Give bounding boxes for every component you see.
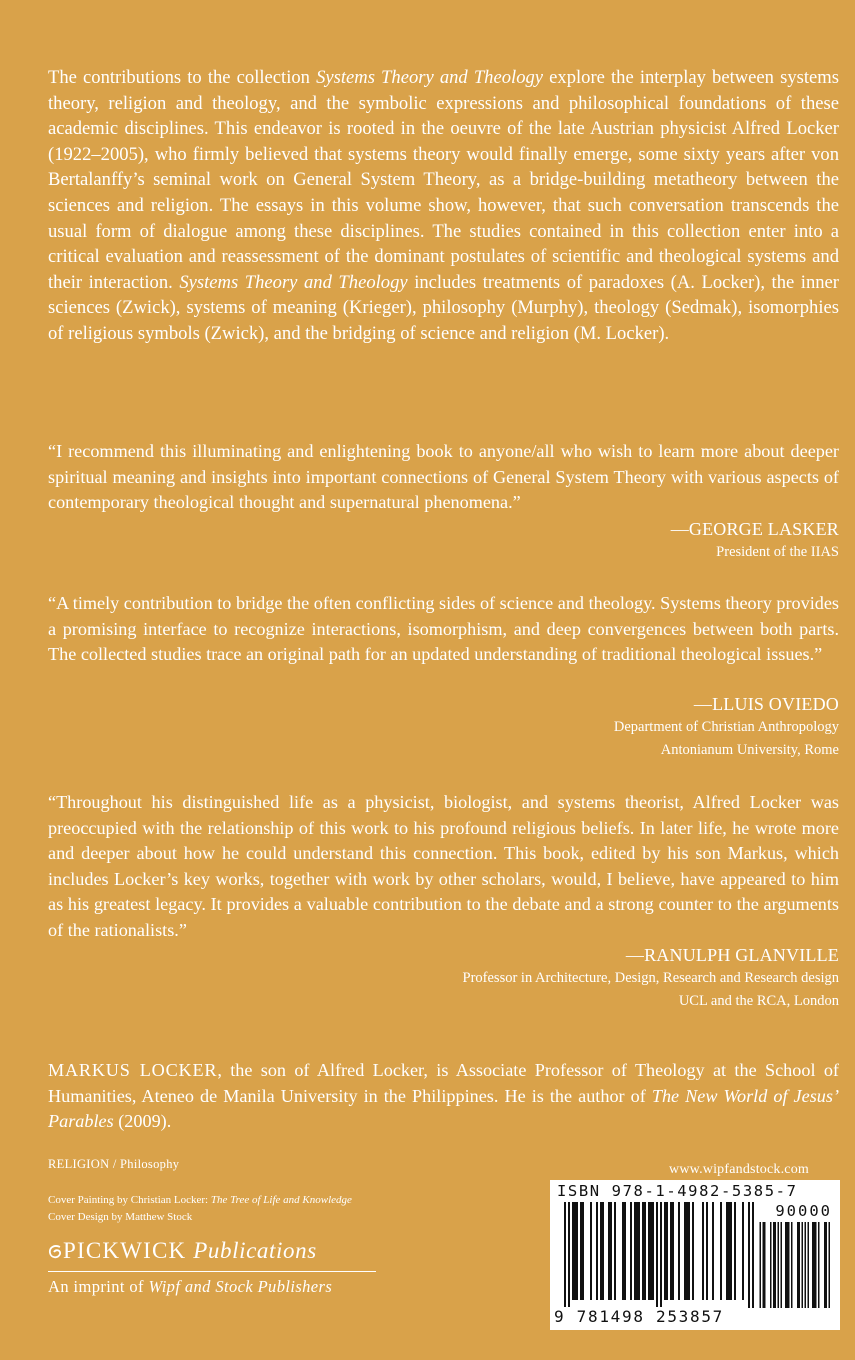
- barcode-bar: [596, 1202, 598, 1300]
- isbn-barcode: [550, 1180, 840, 1330]
- addon-bar: [812, 1222, 814, 1308]
- barcode-bar: [572, 1202, 574, 1300]
- endorser-affiliation: Department of Christian Anthropology: [613, 719, 839, 735]
- barcode-bars: [564, 1202, 754, 1310]
- endorser-name: —LLUIS OVIEDO: [693, 694, 839, 714]
- barcode-bar: [574, 1202, 576, 1300]
- barcode-bar: [564, 1202, 566, 1308]
- barcode-bar: [688, 1202, 690, 1300]
- publisher-name-italic: Publications: [193, 1238, 317, 1263]
- barcode-bar: [650, 1202, 652, 1300]
- barcode-bar: [702, 1202, 704, 1300]
- painting-title: The Tree of Life and Knowledge: [210, 1194, 352, 1206]
- addon-bar: [763, 1222, 765, 1308]
- barcode-bar: [648, 1202, 650, 1300]
- blurb-text-2: explore the interplay between systems theory, religion and theology, and the symbolic expressions and philosophical foundations of these academic disciplines. This endeavor is rooted in the oeuvre of the late Austrian physicist Alfred Locker (1922–2005), who firmly believed that systems theory would finally emerge, some sixty years after von Bertalanffy’s seminal work on General System Theory, as a bridge-building metatheory between the sciences and religion. The essays in this volume show, however, that such conversation transcends the usual form of dialogue among these disciplines. The studies contained in this collection enter into a critical evaluation and reassessment of the dominant postulates of scientific and theological systems and their interaction.: [48, 67, 839, 293]
- barcode-bar: [672, 1202, 674, 1300]
- barcode-bar: [712, 1202, 714, 1300]
- barcode-bar: [644, 1202, 646, 1300]
- blurb-text-3: includes treatments of paradoxes (A. Locker), the inner sciences (Zwick), systems of meaning (Krieger), philosophy (Murphy), theology (Sedmak), isomorphies of religious symbols (Zwick), and the bridging of science and religion (M. Locker).: [48, 271, 839, 344]
- addon-bar: [788, 1222, 790, 1308]
- blurb-book-title-1: Systems Theory and Theology: [316, 67, 544, 88]
- barcode-bar: [608, 1202, 610, 1300]
- barcode-bar: [634, 1202, 636, 1300]
- blurb-text-1: The contributions to the collection: [48, 67, 317, 88]
- barcode-bar: [730, 1202, 732, 1300]
- barcode-bar: [638, 1202, 640, 1300]
- addon-bar: [770, 1222, 772, 1308]
- barcode-bar: [602, 1202, 604, 1300]
- pickwick-swirl-icon: [48, 1238, 62, 1268]
- barcode-digits: 9 781498 253857: [554, 1307, 724, 1326]
- author-bio-text: , the son of Alfred Locker, is Associate Professor of Theology at the School of Humanities, Ateneo de Manila University in the Philippines. He is the author of: [48, 1060, 839, 1106]
- barcode-bar: [610, 1202, 612, 1300]
- barcode-bar: [748, 1202, 750, 1308]
- barcode-bar: [670, 1202, 672, 1300]
- endorser-name: —RANULPH GLANVILLE: [625, 945, 839, 965]
- addon-bar: [814, 1222, 816, 1308]
- addon-bar: [818, 1222, 820, 1308]
- design-credit: Cover Design by Matthew Stock: [48, 1211, 193, 1223]
- publisher-imprint: [48, 1276, 378, 1298]
- endorsement-quote-glanville: “Throughout his distinguished life as a physicist, biologist, and systems theorist, Alfred Locker was preoccupied with the relationship of this work to his profound religious beliefs. In later life, he wrote more and deeper about how he could understand this connection. This book, edited by his son Markus, which includes Locker’s key works, together with work by other scholars, would, I believe, have appeared to him as his greatest legacy. It provides a valuable contribution to the debate and a strong counter to the arguments of the rationalists.”: [48, 792, 839, 940]
- isbn-number: ISBN 978-1-4982-5385-7: [557, 1182, 798, 1200]
- addon-bar: [778, 1222, 780, 1308]
- barcode-bar: [734, 1202, 736, 1300]
- barcode-bar: [656, 1202, 658, 1308]
- barcode-bar: [720, 1202, 722, 1300]
- addon-bar: [805, 1222, 807, 1308]
- publisher-name-caps: PICKWICK: [63, 1238, 187, 1263]
- addon-bar: [791, 1222, 793, 1308]
- price-code: 90000: [775, 1202, 832, 1220]
- barcode-bar: [742, 1202, 744, 1300]
- addon-bar: [815, 1222, 817, 1308]
- book-description: [48, 65, 839, 347]
- endorser-name: —GEORGE LASKER: [670, 519, 839, 539]
- barcode-bar: [666, 1202, 668, 1300]
- publisher-url: www.wipfandstock.com: [669, 1162, 809, 1177]
- barcode-bar: [678, 1202, 680, 1300]
- barcode-bar: [664, 1202, 666, 1300]
- painting-credit: [48, 1192, 352, 1209]
- barcode-bar: [568, 1202, 570, 1308]
- addon-bar: [799, 1222, 801, 1308]
- barcode-bar: [624, 1202, 626, 1300]
- addon-bar: [764, 1222, 766, 1308]
- painting-credit-prefix: Cover Painting by Christian Locker:: [48, 1194, 211, 1206]
- addon-bar: [785, 1222, 787, 1308]
- endorsement-quote-lasker: “I recommend this illuminating and enlightening book to anyone/all who wish to learn more about deeper spiritual meaning and insights into important connections of General System Theory with various aspects of contemporary theological thought and supernatural phenomena.”: [48, 441, 839, 512]
- endorser-institution: UCL and the RCA, London: [678, 993, 839, 1009]
- barcode-bar: [652, 1202, 654, 1300]
- addon-bar: [797, 1222, 799, 1308]
- addon-bar: [773, 1222, 775, 1308]
- barcode-bar: [580, 1202, 582, 1300]
- endorsement-attribution-oviedo: [614, 692, 839, 762]
- endorsement-attribution-glanville: [463, 943, 839, 1013]
- addon-bar: [826, 1222, 828, 1308]
- endorser-affiliation: President of the IIAS: [716, 544, 839, 560]
- endorsement-quote-oviedo: “A timely contribution to bridge the often conflicting sides of science and theology. Systems theory provides a promising interface to recognize interactions, isomorphism, and deep convergences between both parts. The collected studies trace an original path for an updated understanding of traditional theological issues.”: [48, 593, 839, 664]
- addon-bar: [829, 1222, 831, 1308]
- addon-bar: [824, 1222, 826, 1308]
- endorsement-attribution-lasker: [671, 517, 839, 564]
- publisher-logo: [48, 1236, 378, 1298]
- subject-category: RELIGION / Philosophy: [48, 1157, 180, 1171]
- barcode-bar: [630, 1202, 632, 1300]
- barcode-bar: [582, 1202, 584, 1300]
- barcode-bar: [622, 1202, 624, 1300]
- barcode-bar: [590, 1202, 592, 1300]
- barcode-bar: [636, 1202, 638, 1300]
- endorser-institution: Antonianum University, Rome: [660, 742, 839, 758]
- publisher-rule: [48, 1271, 376, 1272]
- cover-credits: [48, 1192, 352, 1226]
- addon-bar: [775, 1222, 777, 1308]
- barcode-bar: [576, 1202, 578, 1300]
- barcode-bar: [726, 1202, 728, 1300]
- barcode-bar: [728, 1202, 730, 1300]
- addon-bar: [760, 1222, 762, 1308]
- addon-bar: [781, 1222, 783, 1308]
- publisher-name: [48, 1236, 378, 1268]
- author-book-title: The New World of Jesus’ Parables: [48, 1085, 839, 1131]
- barcode-bar: [692, 1202, 694, 1300]
- barcode-bar: [600, 1202, 602, 1300]
- author-bio: [48, 1058, 839, 1135]
- author-book-year: (2009).: [113, 1111, 172, 1131]
- barcode-bar: [642, 1202, 644, 1300]
- barcode-bar: [660, 1202, 662, 1308]
- addon-bar: [787, 1222, 789, 1308]
- imprint-name: Wipf and Stock Publishers: [148, 1276, 333, 1296]
- endorser-affiliation: Professor in Architecture, Design, Research and Research design: [462, 970, 839, 986]
- blurb-book-title-2: Systems Theory and Theology: [179, 271, 408, 293]
- barcode-bar: [614, 1202, 616, 1300]
- price-barcode-bars: [758, 1222, 830, 1310]
- imprint-prefix: An imprint of: [48, 1276, 149, 1296]
- author-name: MARKUS LOCKER: [48, 1060, 218, 1080]
- barcode-bar: [686, 1202, 688, 1300]
- barcode-bar: [752, 1202, 754, 1308]
- addon-bar: [808, 1222, 810, 1308]
- barcode-bar: [706, 1202, 708, 1300]
- barcode-bar: [684, 1202, 686, 1300]
- addon-bar: [802, 1222, 804, 1308]
